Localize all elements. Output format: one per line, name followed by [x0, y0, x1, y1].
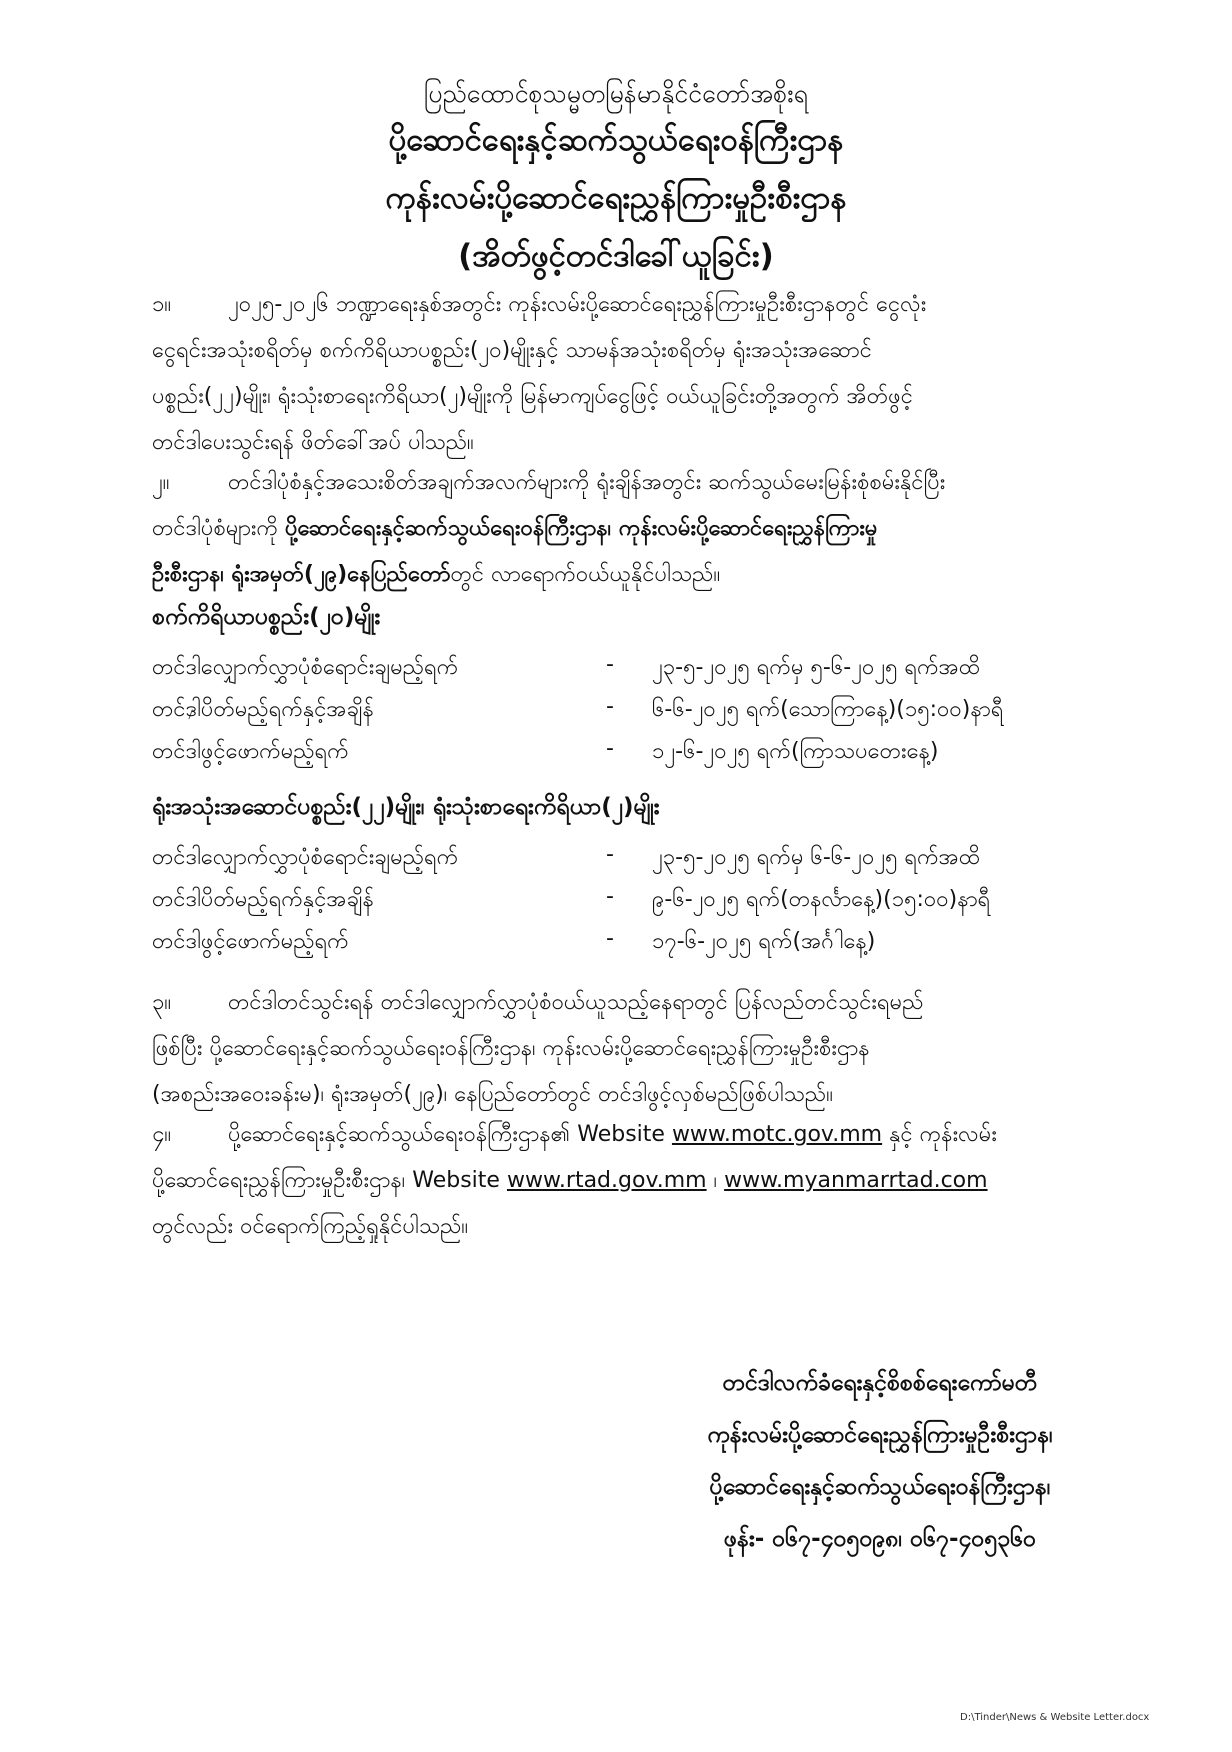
paragraph-number: ၄။	[152, 1122, 172, 1147]
department-title: ကုန်းလမ်းပို့ဆောင်ရေးညွှန်ကြားမှုဦးစီးဌာန	[385, 180, 847, 216]
paragraph-4	[152, 1112, 1182, 1250]
schedule-value: ၆-၆-၂၀၂၅ ရက်(သောကြာနေ့)(၁၅:၀၀)နာရီ	[652, 697, 1004, 722]
paragraph-1-line	[152, 282, 1182, 328]
paragraph-2-line	[152, 460, 1182, 506]
paragraph-3	[152, 980, 1182, 1118]
myanmarrtad-website-link[interactable]: www.myanmarrtad.com	[724, 1168, 988, 1193]
paragraph-3-line: (အစည်းအဝေးခန်းမ)၊ ရုံးအမှတ်(၂၉)၊ နေပြည်တော်တွင် တင်ဒါဖွင့်လှစ်မည်ဖြစ်ပါသည်။	[152, 1082, 833, 1107]
schedule-label: တင်ဒါပိတ်မည့်ရက်နှင့်အချိန်	[152, 887, 374, 912]
section-1-title: စက်ကိရိယာပစ္စည်း(၂၀)မျိုး	[152, 604, 381, 630]
document-filepath: D:\Tinder\News & Website Letter.docx	[960, 1712, 1150, 1723]
notice-title: (အိတ်ဖွင့်တင်ဒါခေါ်ယူခြင်း)	[458, 238, 774, 274]
paragraph-4-line	[152, 1158, 1182, 1204]
section-2-title: ရုံးအသုံးအဆောင်ပစ္စည်း(၂၂)မျိုး၊ ရုံးသုံးစာရေးကိရိယာ(၂)မျိုး	[152, 794, 660, 820]
paragraph-1	[152, 282, 1182, 466]
schedule-label: တင်ဒါဖွင့်ဖောက်မည့်ရက်	[152, 739, 349, 764]
paragraph-2-line	[152, 552, 1182, 598]
schedule-value: ၁၂-၆-၂၀၂၅ ရက်(ကြာသပတေးနေ့)	[652, 739, 939, 764]
motc-website-link[interactable]: www.motc.gov.mm	[671, 1122, 883, 1147]
schedule-label: တင်ဒါဖွင့်ဖောက်မည့်ရက်	[152, 929, 349, 954]
schedule-row	[152, 652, 1182, 698]
paragraph-2-line	[152, 506, 1182, 552]
schedule-label: တင်ဒါလျှောက်လွှာပုံစံရောင်းချမည့်ရက်	[152, 655, 459, 680]
schedule-row	[152, 884, 1182, 930]
paragraph-text: တွင် လာရောက်ဝယ်ယူနိုင်ပါသည်။	[450, 562, 721, 587]
schedule-row	[152, 842, 1182, 888]
schedule-row	[152, 694, 1182, 740]
office-address-bold: ဦးစီးဌာန၊ ရုံးအမှတ်(၂၉)နေပြည်တော်	[152, 562, 451, 587]
paragraph-1-line: ပစ္စည်း(၂၂)မျိုး၊ ရုံးသုံးစာရေးကိရိယာ(၂)မျိုးကို မြန်မာကျပ်ငွေဖြင့် ဝယ်ယူခြင်းတို့အတွက် အိတ်ဖွင့်	[152, 384, 913, 409]
rtad-website-link[interactable]: www.rtad.gov.mm	[506, 1168, 707, 1193]
link-separator: ၊	[706, 1168, 725, 1193]
paragraph-2	[152, 460, 1182, 598]
paragraph-text: ၂၀၂၅-၂၀၂၆ ဘဏ္ဍာရေးနှစ်အတွင်း ကုန်းလမ်းပို့ဆောင်ရေးညွှန်ကြားမှုဦးစီးဌာနတွင် ငွေလုံး	[228, 292, 927, 317]
paragraph-text: တင်ဒါတင်သွင်းရန် တင်ဒါလျှောက်လွှာပုံစံဝယ်ယူသည့်နေရာတွင် ပြန်လည်တင်သွင်းရမည်	[228, 990, 924, 1015]
signature-ministry: ပို့ဆောင်ရေးနှင့်ဆက်သွယ်ရေးဝန်ကြီးဌာန၊	[709, 1474, 1051, 1500]
schedule-value: ၂၃-၅-၂၀၂၅ ရက်မှ ၅-၆-၂၀၂၅ ရက်အထိ	[652, 655, 981, 680]
schedule-value: ၉-၆-၂၀၂၅ ရက်(တနင်္လာနေ့)(၁၅:၀၀)နာရီ	[652, 887, 991, 912]
paragraph-text: ပို့ဆောင်ရေးနှင့်ဆက်သွယ်ရေးဝန်ကြီးဌာန၏ Website	[228, 1122, 672, 1147]
schedule-row	[152, 926, 1182, 972]
schedule-dash: -	[606, 652, 614, 677]
schedule-value: ၂၃-၅-၂၀၂၅ ရက်မှ ၆-၆-၂၀၂၅ ရက်အထိ	[652, 845, 981, 870]
signature-phone: ဖုန်း- ၀၆၇-၄၀၅၀၉၈၊ ၀၆၇-၄၀၅၃၆၀	[723, 1526, 1037, 1552]
schedule-value: ၁၇-၆-၂၀၂၅ ရက်(အင်္ဂါနေ့)	[652, 929, 876, 954]
paragraph-3-line	[152, 980, 1182, 1026]
committee-name: တင်ဒါလက်ခံရေးနှင့်စိစစ်ရေးကော်မတီ	[722, 1370, 1038, 1396]
government-title: ပြည်ထောင်စုသမ္မတမြန်မာနိုင်ငံတော်အစိုးရ	[424, 79, 808, 108]
paragraph-text: နှင့် ကုန်းလမ်း	[882, 1122, 997, 1147]
ministry-title: ပို့ဆောင်ရေးနှင့်ဆက်သွယ်ရေးဝန်ကြီးဌာန	[388, 122, 844, 158]
paragraph-4-line	[152, 1112, 1182, 1158]
schedule-dash: -	[606, 736, 614, 761]
signature-department: ကုန်းလမ်းပို့ဆောင်ရေးညွှန်ကြားမှုဦးစီးဌာန၊	[707, 1422, 1053, 1448]
schedule-label: တင်ဒါပိတ်မည့်ရက်နှင့်အချိန်	[152, 697, 374, 722]
paragraph-text: တင်ဒါပုံစံများကို	[152, 516, 286, 541]
schedule-dash: -	[606, 842, 614, 867]
paragraph-1-line: တင်ဒါပေးသွင်းရန် ဖိတ်ခေါ်အပ် ပါသည်။	[152, 430, 474, 455]
schedule-label: တင်ဒါလျှောက်လွှာပုံစံရောင်းချမည့်ရက်	[152, 845, 459, 870]
office-address-bold: ပို့ဆောင်ရေးနှင့်ဆက်သွယ်ရေးဝန်ကြီးဌာန၊ ကုန်းလမ်းပို့ဆောင်ရေးညွှန်ကြားမှု	[285, 516, 878, 541]
paragraph-text: တင်ဒါပုံစံနှင့်အသေးစိတ်အချက်အလက်များကို ရုံးချိန်အတွင်း ဆက်သွယ်မေးမြန်းစုံစမ်းနိုင်ပြီး	[228, 470, 946, 495]
paragraph-3-line: ဖြစ်ပြီး ပို့ဆောင်ရေးနှင့်ဆက်သွယ်ရေးဝန်ကြီးဌာန၊ ကုန်းလမ်းပို့ဆောင်ရေးညွှန်ကြားမှုဦးစီးဌာန	[152, 1036, 870, 1061]
schedule-dash: -	[606, 884, 614, 909]
schedule-dash: -	[606, 694, 614, 719]
paragraph-number: ၁။	[152, 292, 172, 317]
paragraph-number: ၃။	[152, 990, 172, 1015]
paragraph-1-line: ငွေရင်းအသုံးစရိတ်မှ စက်ကိရိယာပစ္စည်း(၂၀)မျိုးနှင့် သာမန်အသုံးစရိတ်မှ ရုံးအသုံးအဆောင်	[152, 338, 872, 363]
paragraph-number: ၂။	[152, 470, 170, 495]
paragraph-4-line: တွင်လည်း ဝင်ရောက်ကြည့်ရှုနိုင်ပါသည်။	[152, 1214, 469, 1239]
paragraph-text: ပို့ဆောင်ရေးညွှန်ကြားမှုဦးစီးဌာန၊ Website	[152, 1168, 507, 1193]
schedule-row	[152, 736, 1182, 782]
schedule-dash: -	[606, 926, 614, 951]
